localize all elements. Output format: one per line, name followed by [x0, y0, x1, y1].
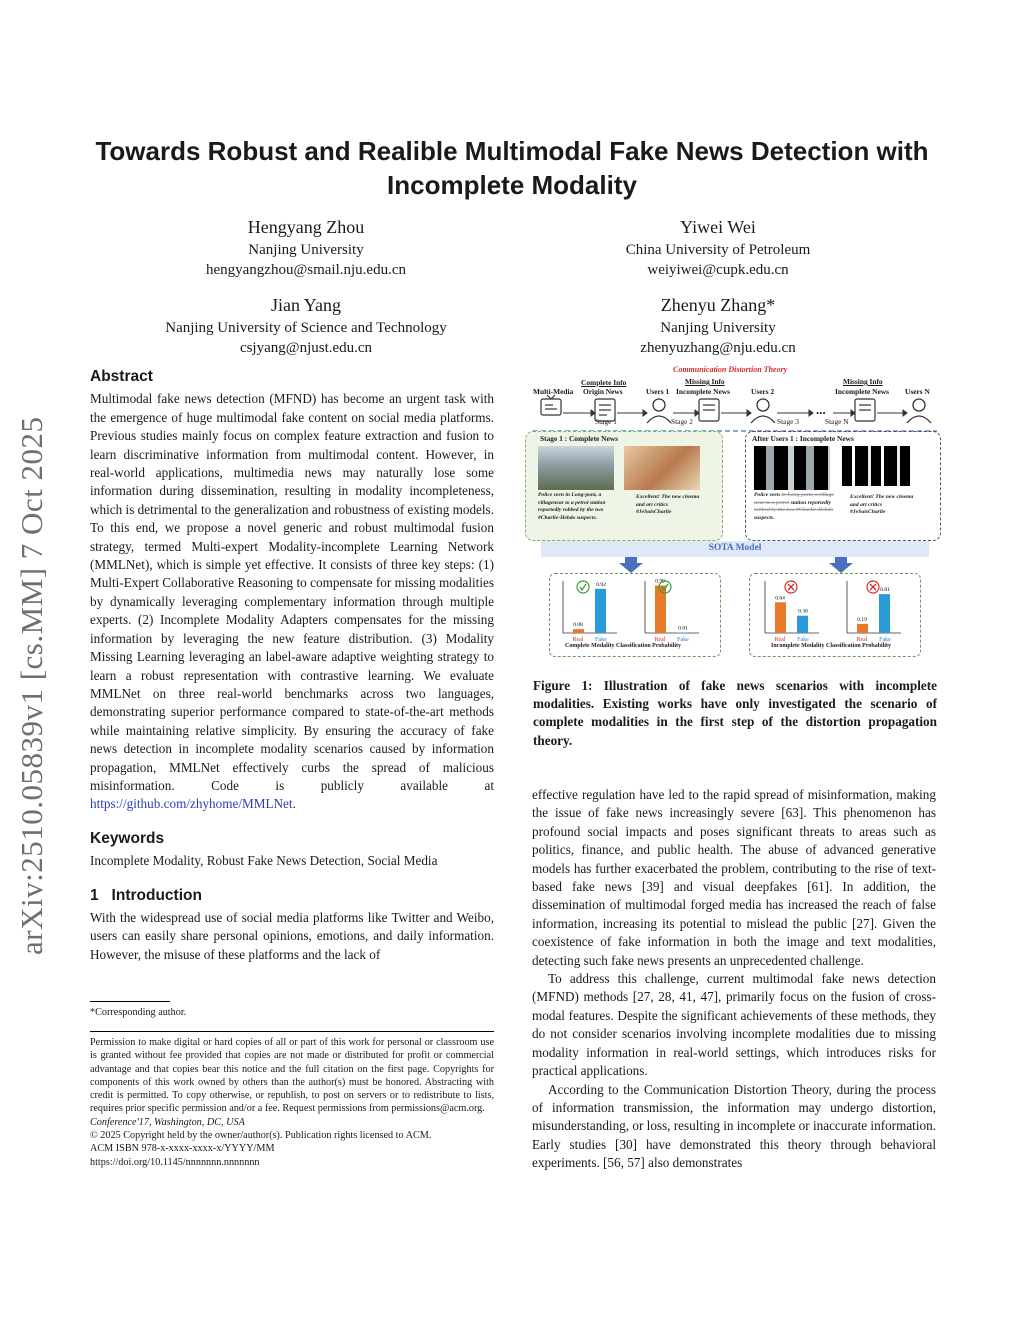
cross-icon — [870, 584, 876, 590]
author-affiliation: Nanjing University — [660, 320, 776, 336]
real-bar — [775, 602, 786, 633]
news-text: Excellent! The new cinema and art critics #JeSuisCharlie — [636, 494, 700, 515]
missing-info-label: Missing Info — [685, 377, 725, 386]
fake-tick-label: Fake — [879, 637, 891, 643]
author-email: hengyangzhou@smail.nju.edu.cn — [205, 262, 407, 278]
fake-bar — [879, 594, 890, 633]
real-bar — [857, 624, 868, 633]
real-value-label: 0.64 — [775, 595, 785, 602]
down-arrow-icon — [829, 557, 853, 573]
usersN-label: Users N — [905, 387, 930, 396]
fake-value-label: 0.92 — [596, 581, 606, 588]
real-tick-label: Real — [774, 637, 786, 643]
author-name: Jian Yang — [270, 295, 341, 315]
down-arrow-icon — [619, 557, 643, 573]
news-text: Excellent! The new cinema and art critics #JeSuisCharlie — [850, 494, 914, 515]
figure-1 — [533, 363, 937, 663]
tv-icon — [541, 395, 561, 415]
real-bar — [573, 629, 584, 633]
sota-model-bar — [541, 541, 929, 557]
conference-line: Conference'17, Washington, DC, USA — [90, 1116, 245, 1128]
author-block — [508, 292, 928, 358]
theory-label: Communication Distortion Theory — [673, 365, 788, 374]
check-icon — [577, 581, 589, 593]
permission-block — [90, 1036, 494, 1169]
intro-paragraph: effective regulation have led to the rapid spread of misinformation, making the issue of fake news increasingly severe [63]. This phenomenon has profound social impacts and poses significant threats to areas such as politics, finance, and public health. The abuse of advanced generative models has further exacerbated the problem, contributing to the rise of text-based fake news [39] and visual deepfakes [61]. In addition, the dissemination of multimodal forged media has increased the reach of false information, increasing its potential to mislead the public [27]. Given the coexistence of fake information in both the image and text modalities, detecting such fake news presents an unprecedented challenge. — [532, 787, 936, 968]
complete-info-label: Complete Info — [581, 378, 627, 387]
stage1-label: Stage 1 — [595, 417, 617, 426]
users2-label: Users 2 — [751, 387, 775, 396]
user-icon — [751, 399, 775, 423]
author-name: Zhenyu Zhang* — [660, 295, 776, 315]
masked-photo — [754, 446, 830, 490]
fake-tick-label: Fake — [677, 637, 689, 643]
footnote-rule — [90, 1001, 170, 1002]
incomplete-news-panel — [745, 431, 941, 541]
news-icon — [699, 399, 719, 421]
author-block — [96, 292, 516, 358]
real-tick-label: Real — [856, 637, 868, 643]
news-icon — [855, 399, 875, 421]
user-icon — [647, 399, 671, 423]
permission-rule — [90, 1031, 494, 1032]
paper-title: Towards Robust and Realible Multimodal Fake News Detection with Incomplete Modality — [95, 136, 929, 200]
real-tick-label: Real — [654, 637, 666, 643]
author-name: Hengyang Zhou — [247, 217, 365, 237]
code-link[interactable]: https://github.com/zhyhome/MMLNet — [90, 796, 293, 812]
intro-paragraph: With the widespread use of social media platforms like Twitter and Weibo, users can easily share personal opinions, emotions, and daily information. However, the misuse of these platforms and the lack of — [90, 909, 494, 962]
author-block — [508, 214, 928, 280]
fake-value-label: 0.01 — [678, 625, 688, 632]
author-affiliation: China University of Petroleum — [625, 242, 811, 258]
complete-news-panel — [525, 431, 723, 541]
author-email: zhenyuzhang@nju.edu.cn — [640, 340, 796, 356]
missing-info-label: Missing Info — [843, 377, 883, 386]
fake-value-label: 0.81 — [880, 587, 890, 594]
origin-news-label: Origin News — [583, 387, 623, 396]
corresponding-footnote: *Corresponding author. — [90, 1007, 187, 1018]
fake-tick-label: Fake — [797, 637, 809, 643]
real-value-label: 0.99 — [655, 578, 665, 585]
fake-tick-label: Fake — [595, 637, 607, 643]
propagation-diagram — [533, 393, 937, 433]
real-tick-label: Real — [572, 637, 584, 643]
fake-bar — [797, 616, 808, 633]
panel-title: Stage 1 : Complete News — [540, 434, 618, 443]
abstract-heading: Abstract — [90, 368, 153, 385]
masked-news-text: Police seen in Long-pont, a village near to a petrol station reportedly robbed by the two #Charlie-Hebdo suspects. — [754, 492, 834, 521]
fake-bar — [595, 589, 606, 633]
masked-image — [842, 446, 910, 486]
ellipsis: ... — [816, 402, 826, 417]
news-text: Police seen in Long-pont, a villagenear to a petrol station reportedly robbed by the two #Charlie-Hebdo suspects. — [538, 492, 606, 521]
author-affiliation: Nanjing University of Science and Technology — [165, 320, 447, 336]
author-block — [96, 214, 516, 280]
incomplete-news-label: Incomplete News — [835, 387, 889, 396]
multimedia-label: Multi-Media — [533, 387, 574, 396]
author-email: weiyiwei@cupk.edu.cn — [647, 262, 789, 278]
keywords-text: Incomplete Modality, Robust Fake News Detection, Social Media — [90, 853, 438, 869]
stageN-label: Stage N — [825, 417, 849, 426]
panel-title: After Users 1 : Incomplete News — [752, 434, 854, 443]
isbn-line: ACM ISBN 978-x-xxxx-xxxx-x/YYYY/MM — [90, 1143, 275, 1155]
check-icon — [580, 584, 586, 590]
incomplete-news-label: Incomplete News — [676, 387, 730, 396]
news-photo — [538, 446, 614, 490]
users1-label: Users 1 — [646, 387, 670, 396]
chart-caption: Incomplete Modality Classification Probability — [771, 643, 892, 649]
copyright-line: © 2025 Copyright held by the owner/author(s). Publication rights licensed to ACM. — [90, 1130, 432, 1142]
real-value-label: 0.08 — [573, 622, 583, 629]
cartoon-image — [624, 446, 700, 490]
arxiv-identifier: arXiv:2510.05839v1 [cs.MM] 7 Oct 2025 — [14, 416, 49, 955]
author-name: Yiwei Wei — [680, 217, 756, 237]
figure-caption: Figure 1: Illustration of fake news scenarios with incomplete modalities. Existing works have only investigated the scenario of complete modalities in the first step of the distortion propagation theory. — [533, 678, 937, 748]
sota-label: SOTA Model — [708, 543, 762, 553]
real-value-label: 0.19 — [857, 616, 867, 623]
permission-text: Permission to make digital or hard copies of all or part of this work for personal or classroom use is granted without fee provided that copies are not made or distributed for profit or commercial advantage and that copies bear this notice and the full citation on the first page. Copyrights for components of this work owned by others than the author(s) must be honored. Abstracting with credit is permitted. To copy otherwise, or republish, to post on servers or to redistribute to lists, requires prior specific permission and/or a fee. Request permissions from permissions@acm.org. — [90, 1037, 494, 1115]
abstract-text: Multimodal fake news detection (MFND) has become an urgent task with the emergence of huge multimodal fake content on social media platforms. Previous studies mainly focus on complex feature extraction and fusion to learn discriminative information from multimodal content. However, in real-world applications, multimedia news may naturally lose some information during dissemination, resulting in modality incompleteness, which is detrimental to the generalization and robustness of existing models. To this end, we propose a novel generic and robust multimodal fusion strategy, termed Multi-expert Modality-incomplete Learning Network (MMLNet), which is simple yet effective. It consists of three key steps: (1) Multi-Expert Collaborative Reasoning to compensate for missing modalities by dynamically leveraging complementary information through multiple experts. (2) Incomplete Modality Adapters compensates for the missing information by leveraging the new feature distribution. (3) Modality Missing Learning leveraging an label-aware adaptive weighting strategy to learn a robust representation with contrastive learning. We evaluate MMLNet on three real-world benchmarks across two languages, demonstrating superior performance compared to state-of-the-art methods while maintaining relative simplicity. By ensuring the accuracy of fake news detection in incomplete modality scenarios caused by information propagation, MMLNet effectively curbs the spread of malicious misinformation. Code is publicly available at https://github.com/zhyhome/MMLNet. — [90, 391, 494, 812]
author-affiliation: Nanjing University — [248, 242, 364, 258]
doi-line: https://doi.org/10.1145/nnnnnnn.nnnnnnn — [90, 1156, 260, 1168]
stage3-label: Stage 3 — [777, 417, 799, 426]
right-column — [532, 786, 936, 1173]
chart-caption: Complete Modality Classification Probability — [565, 643, 682, 649]
intro-heading: 1 Introduction — [90, 886, 202, 904]
author-email: csjyang@njust.edu.cn — [239, 340, 373, 356]
cross-icon — [788, 584, 794, 590]
fake-value-label: 0.36 — [798, 608, 808, 615]
intro-paragraph: To address this challenge, current multimodal fake news detection (MFND) methods [27, 28, 41, 47], primarily focus on the fusion of cross-modal features. Despite the significant achievements of these methods, they do not consider scenarios involving incomplete modalities due to missing modality information in real-world settings, which introduces risks for practical applications. — [532, 971, 936, 1079]
user-icon — [907, 399, 931, 423]
stage2-label: Stage 2 — [671, 417, 693, 426]
left-column — [90, 368, 494, 964]
keywords-heading: Keywords — [90, 829, 165, 847]
intro-paragraph: According to the Communication Distortion Theory, during the process of information transmission, the information may undergo distortion, misunderstanding, or loss, resulting in incomplete or inaccurate information. Early studies [30] have demonstrated this theory through behavioral experiments. [56, 57] also demonstrates — [532, 1081, 936, 1171]
